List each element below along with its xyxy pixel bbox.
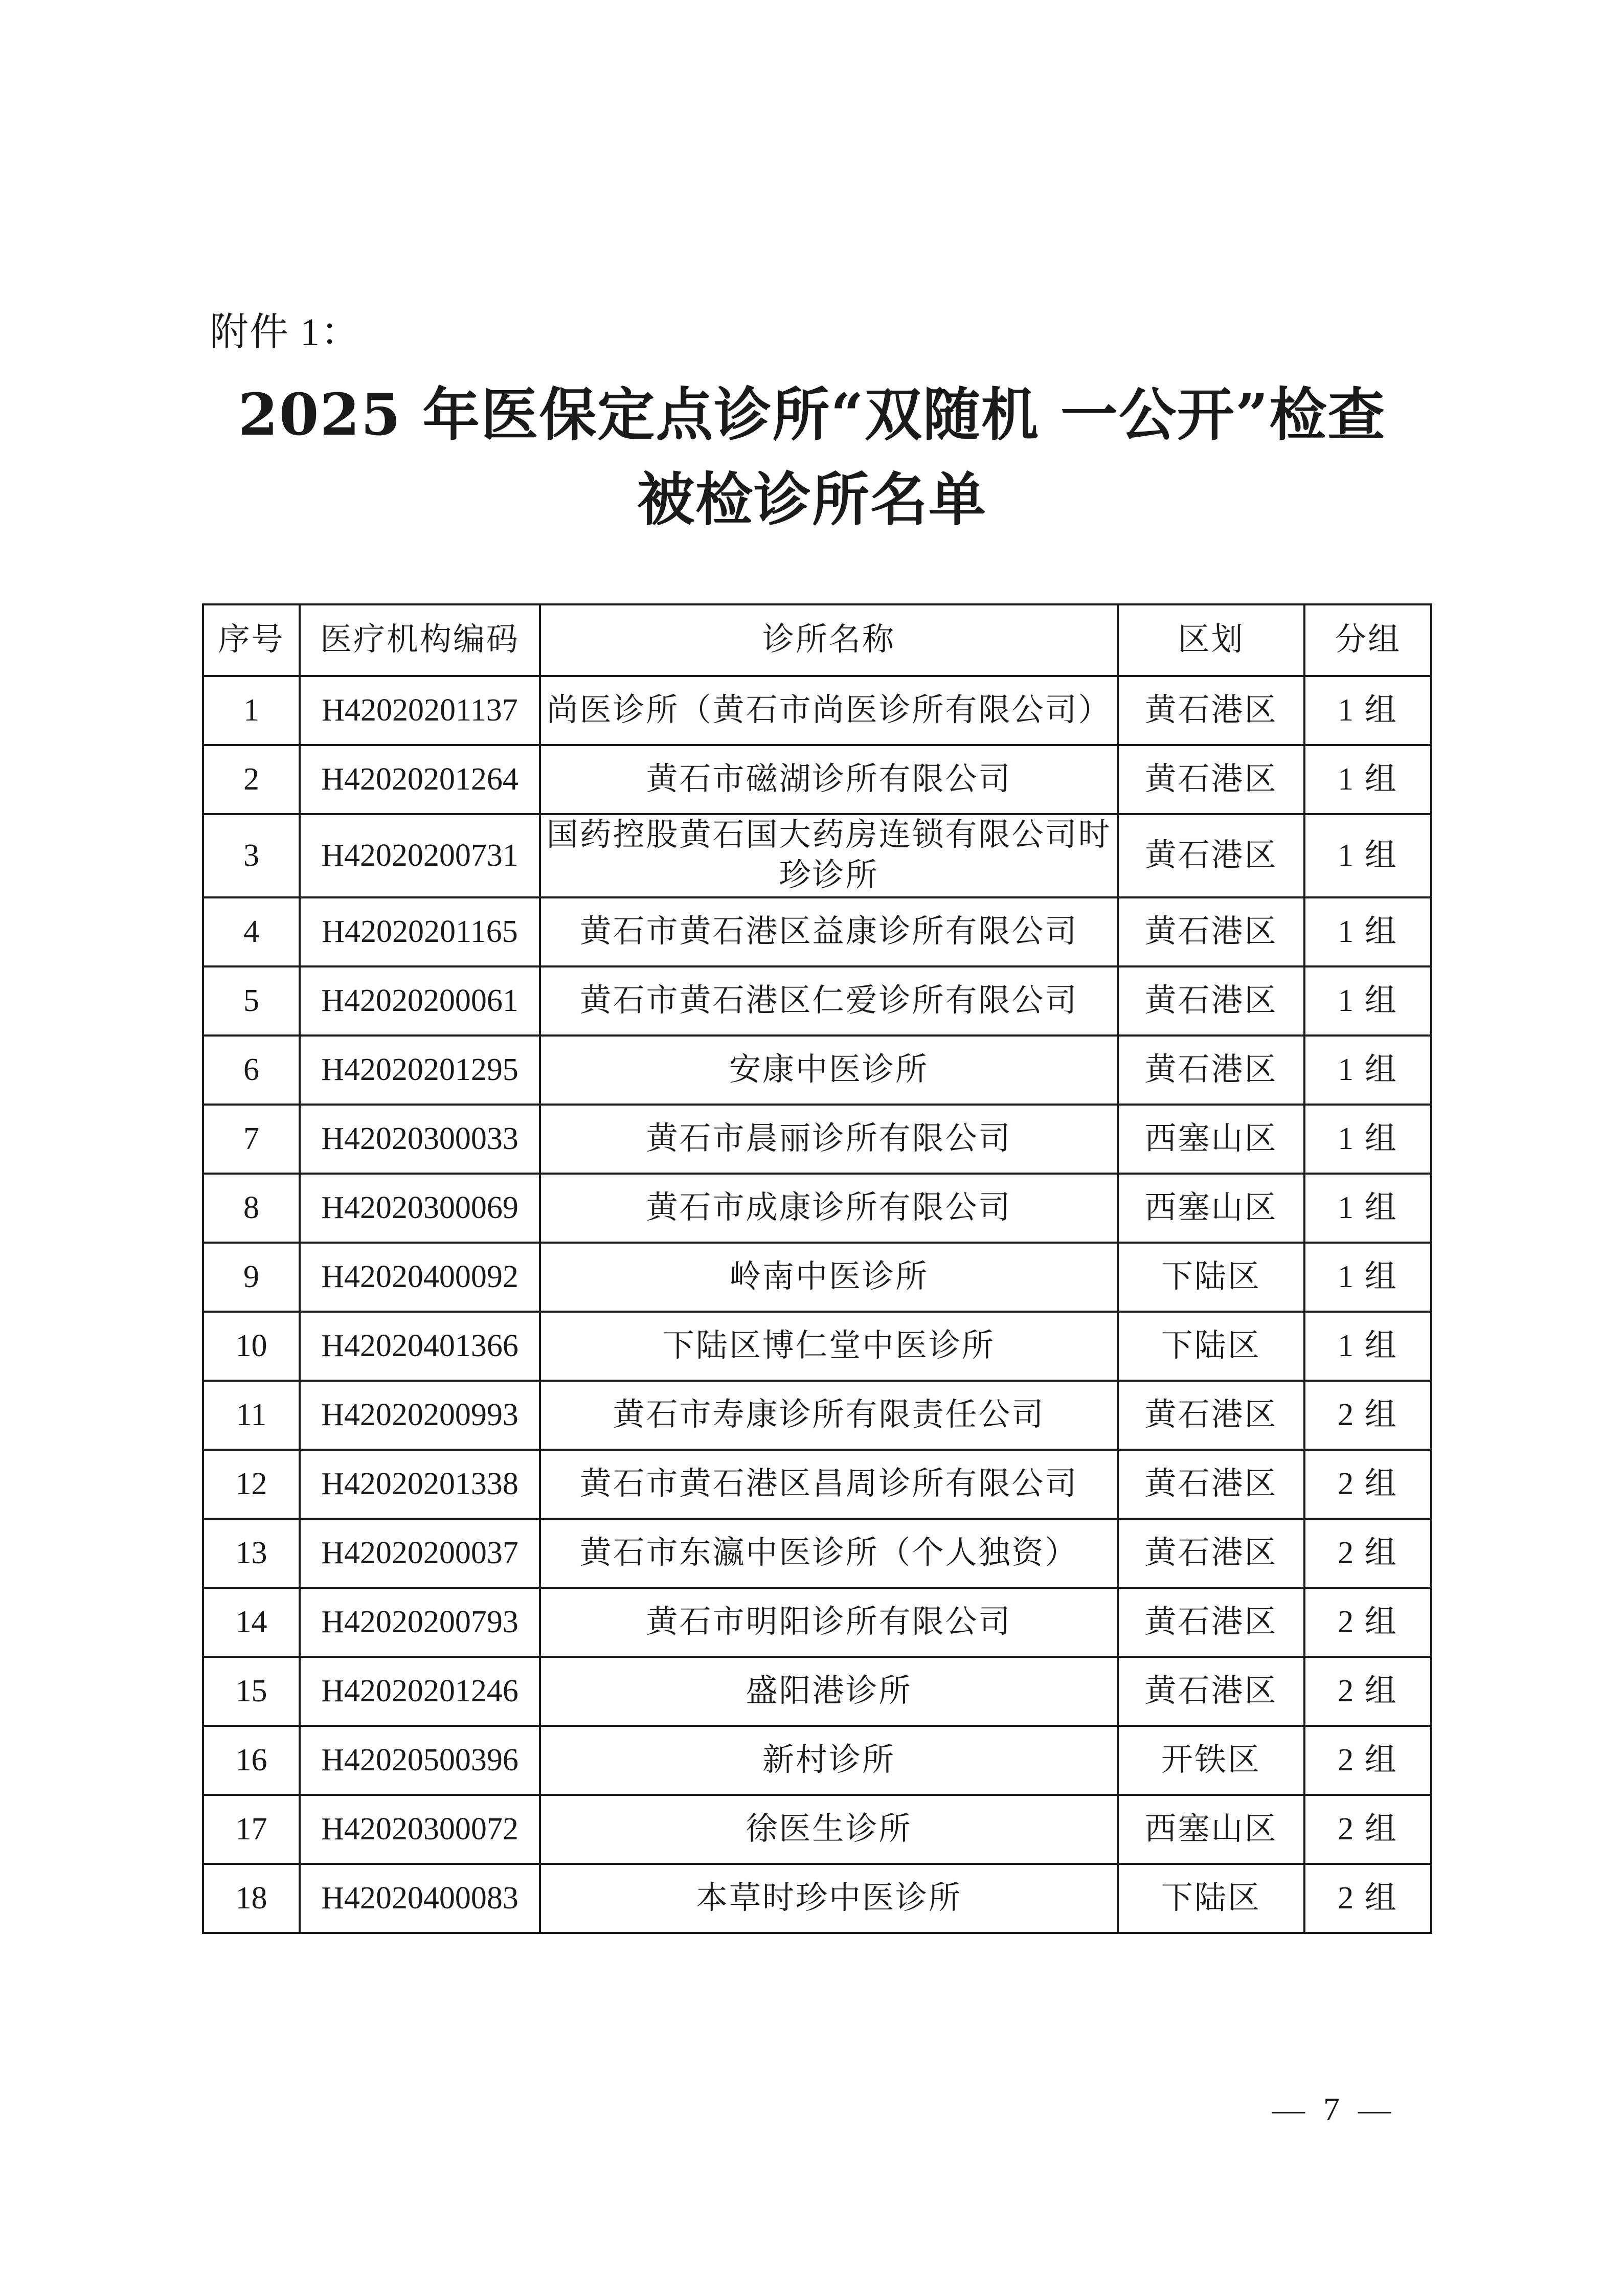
cell-serial: 3 — [203, 814, 300, 897]
cell-group: 1 组 — [1304, 1312, 1431, 1381]
table-row — [203, 1174, 1431, 1243]
table-row — [203, 1381, 1431, 1450]
cell-clinic-name: 新村诊所 — [540, 1726, 1118, 1795]
cell-serial: 11 — [203, 1381, 300, 1450]
cell-district: 黄石港区 — [1118, 897, 1304, 966]
table-row — [203, 1588, 1431, 1657]
table-row — [203, 1795, 1431, 1864]
clinic-list-table — [202, 603, 1432, 1934]
table-row — [203, 897, 1431, 966]
cell-serial: 16 — [203, 1726, 300, 1795]
cell-group: 1 组 — [1304, 745, 1431, 814]
table-body — [203, 676, 1431, 1933]
table-row — [203, 1105, 1431, 1174]
cell-serial: 4 — [203, 897, 300, 966]
cell-clinic-name: 安康中医诊所 — [540, 1036, 1118, 1105]
cell-group: 2 组 — [1304, 1726, 1431, 1795]
cell-institution-code: H42020300033 — [300, 1105, 540, 1174]
cell-group: 2 组 — [1304, 1450, 1431, 1519]
document-title-line-2: 被检诊所名单 — [637, 466, 987, 533]
cell-institution-code: H42020201246 — [300, 1657, 540, 1726]
table-row — [203, 1243, 1431, 1312]
header-clinic-name: 诊所名称 — [540, 604, 1118, 676]
cell-serial: 1 — [203, 676, 300, 745]
table-row — [203, 1312, 1431, 1381]
cell-district: 开铁区 — [1118, 1726, 1304, 1795]
cell-serial: 17 — [203, 1795, 300, 1864]
table-row — [203, 745, 1431, 814]
table-row — [203, 966, 1431, 1036]
header-district: 区划 — [1118, 604, 1304, 676]
cell-clinic-name: 黄石市寿康诊所有限责任公司 — [540, 1381, 1118, 1450]
cell-institution-code: H42020200731 — [300, 814, 540, 897]
table-row — [203, 1864, 1431, 1933]
cell-district: 黄石港区 — [1118, 676, 1304, 745]
cell-group: 1 组 — [1304, 1105, 1431, 1174]
cell-district: 黄石港区 — [1118, 814, 1304, 897]
cell-institution-code: H42020201264 — [300, 745, 540, 814]
cell-district: 西塞山区 — [1118, 1174, 1304, 1243]
cell-clinic-name: 盛阳港诊所 — [540, 1657, 1118, 1726]
cell-district: 黄石港区 — [1118, 1519, 1304, 1588]
cell-serial: 9 — [203, 1243, 300, 1312]
cell-serial: 7 — [203, 1105, 300, 1174]
attachment-label: 附件 1： — [210, 311, 360, 354]
page-number: — 7 — — [1272, 2091, 1396, 2127]
table-row — [203, 1450, 1431, 1519]
table-row — [203, 676, 1431, 745]
cell-institution-code: H42020300072 — [300, 1795, 540, 1864]
table-row — [203, 1519, 1431, 1588]
cell-institution-code: H42020201338 — [300, 1450, 540, 1519]
table-row — [203, 1036, 1431, 1105]
cell-group: 2 组 — [1304, 1588, 1431, 1657]
cell-serial: 6 — [203, 1036, 300, 1105]
header-group: 分组 — [1304, 604, 1431, 676]
cell-clinic-name: 黄石市晨丽诊所有限公司 — [540, 1105, 1118, 1174]
header-serial: 序号 — [203, 604, 300, 676]
cell-serial: 15 — [203, 1657, 300, 1726]
cell-institution-code: H42020200993 — [300, 1381, 540, 1450]
cell-institution-code: H42020201295 — [300, 1036, 540, 1105]
cell-clinic-name: 黄石市黄石港区益康诊所有限公司 — [540, 897, 1118, 966]
cell-group: 2 组 — [1304, 1795, 1431, 1864]
cell-institution-code: H42020500396 — [300, 1726, 540, 1795]
cell-group: 2 组 — [1304, 1864, 1431, 1933]
cell-clinic-name: 本草时珍中医诊所 — [540, 1864, 1118, 1933]
cell-group: 1 组 — [1304, 897, 1431, 966]
cell-institution-code: H42020201137 — [300, 676, 540, 745]
cell-institution-code: H42020200037 — [300, 1519, 540, 1588]
cell-institution-code: H42020200793 — [300, 1588, 540, 1657]
cell-group: 2 组 — [1304, 1381, 1431, 1450]
cell-serial: 10 — [203, 1312, 300, 1381]
cell-district: 黄石港区 — [1118, 745, 1304, 814]
cell-district: 下陆区 — [1118, 1312, 1304, 1381]
cell-district: 西塞山区 — [1118, 1795, 1304, 1864]
document-title-line-1: 2025 年医保定点诊所“双随机 一公开”检查 — [238, 381, 1386, 448]
cell-group: 1 组 — [1304, 1036, 1431, 1105]
cell-serial: 2 — [203, 745, 300, 814]
cell-clinic-name: 尚医诊所（黄石市尚医诊所有限公司） — [540, 676, 1118, 745]
cell-clinic-name: 黄石市黄石港区仁爱诊所有限公司 — [540, 966, 1118, 1036]
cell-district: 下陆区 — [1118, 1864, 1304, 1933]
cell-district: 黄石港区 — [1118, 966, 1304, 1036]
cell-district: 黄石港区 — [1118, 1588, 1304, 1657]
cell-institution-code: H42020401366 — [300, 1312, 540, 1381]
cell-group: 1 组 — [1304, 966, 1431, 1036]
cell-group: 1 组 — [1304, 814, 1431, 897]
cell-serial: 5 — [203, 966, 300, 1036]
cell-district: 黄石港区 — [1118, 1657, 1304, 1726]
cell-district: 黄石港区 — [1118, 1450, 1304, 1519]
cell-serial: 8 — [203, 1174, 300, 1243]
cell-institution-code: H42020300069 — [300, 1174, 540, 1243]
cell-clinic-name: 黄石市成康诊所有限公司 — [540, 1174, 1118, 1243]
cell-district: 黄石港区 — [1118, 1036, 1304, 1105]
cell-clinic-name: 徐医生诊所 — [540, 1795, 1118, 1864]
table-row — [203, 1726, 1431, 1795]
table-row — [203, 1657, 1431, 1726]
cell-group: 2 组 — [1304, 1657, 1431, 1726]
cell-institution-code: H42020400092 — [300, 1243, 540, 1312]
table-header-row — [203, 604, 1431, 676]
cell-group: 1 组 — [1304, 1243, 1431, 1312]
cell-clinic-name: 下陆区博仁堂中医诊所 — [540, 1312, 1118, 1381]
cell-serial: 13 — [203, 1519, 300, 1588]
cell-institution-code: H42020400083 — [300, 1864, 540, 1933]
cell-group: 1 组 — [1304, 1174, 1431, 1243]
cell-clinic-name: 黄石市明阳诊所有限公司 — [540, 1588, 1118, 1657]
cell-clinic-name: 黄石市磁湖诊所有限公司 — [540, 745, 1118, 814]
cell-institution-code: H42020201165 — [300, 897, 540, 966]
cell-serial: 12 — [203, 1450, 300, 1519]
cell-serial: 18 — [203, 1864, 300, 1933]
cell-institution-code: H42020200061 — [300, 966, 540, 1036]
cell-clinic-name: 岭南中医诊所 — [540, 1243, 1118, 1312]
cell-district: 下陆区 — [1118, 1243, 1304, 1312]
cell-group: 2 组 — [1304, 1519, 1431, 1588]
cell-district: 黄石港区 — [1118, 1381, 1304, 1450]
header-institution-code: 医疗机构编码 — [300, 604, 540, 676]
cell-group: 1 组 — [1304, 676, 1431, 745]
cell-clinic-name: 黄石市东瀛中医诊所（个人独资） — [540, 1519, 1118, 1588]
cell-serial: 14 — [203, 1588, 300, 1657]
cell-clinic-name: 国药控股黄石国大药房连锁有限公司时珍诊所 — [540, 814, 1118, 897]
cell-clinic-name: 黄石市黄石港区昌周诊所有限公司 — [540, 1450, 1118, 1519]
cell-district: 西塞山区 — [1118, 1105, 1304, 1174]
table-row — [203, 814, 1431, 897]
